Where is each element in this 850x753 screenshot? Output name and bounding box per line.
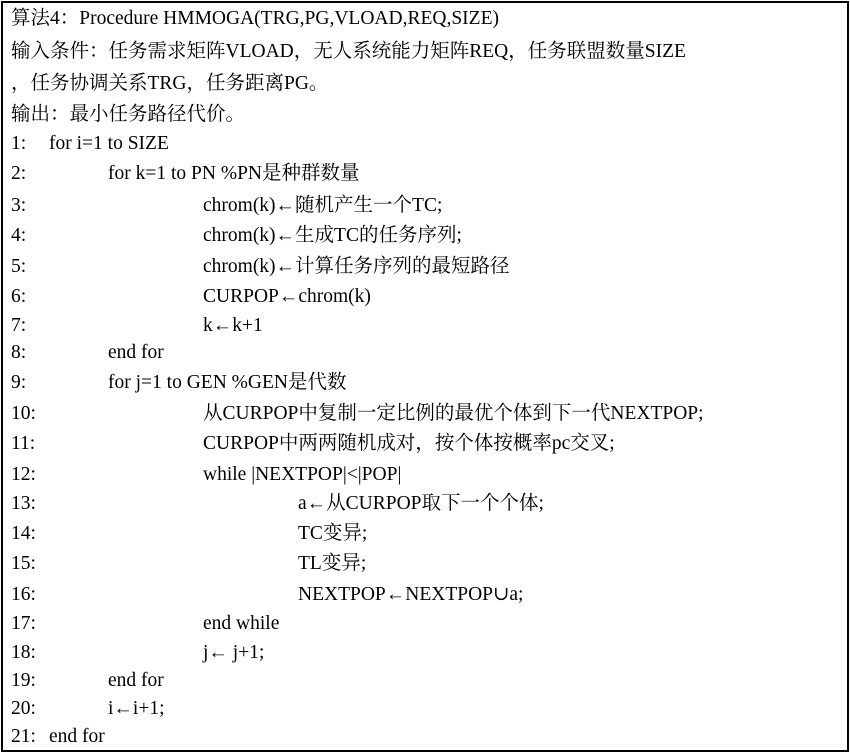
output-line: 输出：最小任务路径代价。 [11,104,246,125]
code-text: while |NEXTPOP|<|POP| [203,464,402,485]
code-text: TC变异; [298,523,368,544]
algorithm-title: 算法4：Procedure HMMOGA(TRG,PG,VLOAD,REQ,SIZE) [11,8,499,29]
code-text: for j=1 to GEN %GEN是代数 [108,372,347,393]
line-number: 12: [11,464,36,485]
line-number: 13: [11,493,36,514]
code-text: NEXTPOP←NEXTPOP∪a; [298,584,524,605]
line-number: 8: [11,342,27,363]
code-text: chrom(k)←生成TC的任务序列; [203,225,462,246]
line-number: 6: [11,286,27,307]
line-number: 7: [11,315,27,336]
line-number: 4: [11,225,27,246]
code-text: CURPOP中两两随机成对，按个体按概率pc交叉; [203,433,615,454]
line-number: 15: [11,553,36,574]
line-number: 11: [11,433,36,454]
line-number: 17: [11,613,36,634]
code-text: for i=1 to SIZE [49,133,169,154]
code-text: end for [108,342,164,363]
line-number: 5: [11,256,27,277]
line-number: 3: [11,195,27,216]
code-text: end for [108,670,164,691]
code-text: k←k+1 [203,315,263,336]
code-text: j← j+1; [203,642,265,663]
code-text: for k=1 to PN %PN是种群数量 [108,163,360,184]
line-number: 19: [11,670,36,691]
code-text: CURPOP←chrom(k) [203,286,371,307]
line-number: 20: [11,698,36,719]
code-text: a←从CURPOP取下一个个体; [298,493,544,514]
line-number: 9: [11,372,27,393]
code-text: chrom(k)←随机产生一个TC; [203,195,443,216]
code-text: chrom(k)←计算任务序列的最短路径 [203,256,510,277]
line-number: 21: [11,726,36,747]
code-text: end for [49,726,105,747]
line-number: 10: [11,403,36,424]
line-number: 16: [11,584,36,605]
code-text: TL变异; [298,553,367,574]
algorithm-box [1,1,849,752]
code-text: 从CURPOP中复制一定比例的最优个体到下一代NEXTPOP; [203,403,704,424]
input-conditions-line2: ，任务协调关系TRG，任务距离PG。 [11,73,329,94]
code-text: i←i+1; [108,698,165,719]
code-text: end while [203,613,280,634]
input-conditions-line1: 输入条件：任务需求矩阵VLOAD，无人系统能力矩阵REQ，任务联盟数量SIZE [11,41,686,62]
line-number: 18: [11,642,36,663]
line-number: 2: [11,163,27,184]
line-number: 14: [11,523,36,544]
line-number: 1: [11,133,27,154]
